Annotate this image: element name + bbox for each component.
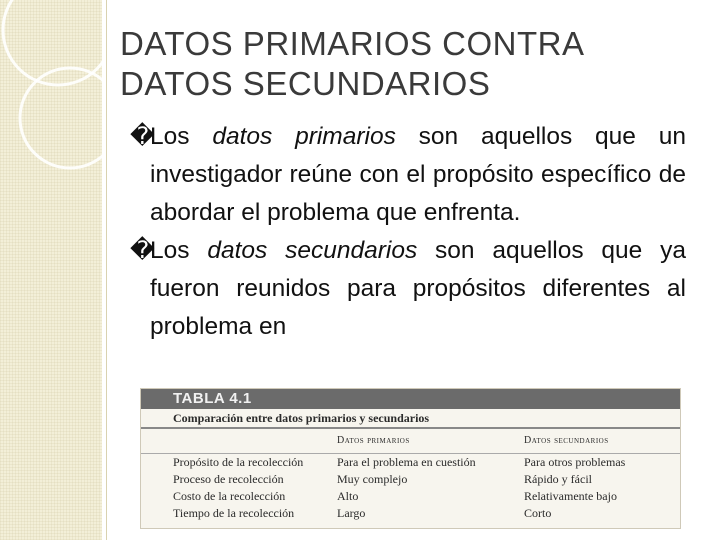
table-cell: Propósito de la recolección [173,455,304,469]
decorative-circles [0,0,107,200]
bullet-text: son aquellos que ya fueron reunidos para propósitos diferentes al problema en [150,237,687,340]
table-cell: Corto [524,506,552,520]
table-cell: Costo de la recolección [173,489,286,503]
table-cell: Rápido y fácil [524,472,592,486]
table-cell: Proceso de recolección [173,472,284,486]
table-cell: Relativamente bajo [524,489,617,503]
column-header-secondary: Datos secundarios [524,435,609,446]
title-line-2: DATOS SECUNDARIOS [120,65,491,102]
table-cell: Tiempo de la recolección [173,506,295,520]
bullet-italic-term: datos secundarios [207,237,418,264]
table-cell: Muy complejo [337,472,408,486]
table-row [141,454,680,471]
bullet-marker: � [130,237,155,264]
bullet-text: son aquellos que un investigador reúne con el propósito específico de abordar el problema que enfrenta. [150,123,687,226]
table-row [141,471,680,488]
bullet-lead: Los [150,123,213,150]
bullet-secondary-data [130,232,686,346]
bullet-primary-data [130,118,686,232]
table-column-headers [141,435,680,453]
table-caption: Comparación entre datos primarios y secundarios [141,409,680,429]
table-row [141,505,680,522]
column-header-primary: Datos primarios [337,435,410,446]
table-body [141,453,680,522]
bullet-lead: Los [150,237,208,264]
bullet-italic-term: datos primarios [212,123,396,150]
table-row [141,488,680,505]
slide-title [120,24,700,104]
table-cell: Alto [337,489,359,503]
bullet-list [130,118,686,346]
title-line-1: DATOS PRIMARIOS CONTRA [120,25,585,62]
comparison-table [140,388,681,529]
side-divider-line [106,0,107,540]
table-cell: Largo [337,506,366,520]
bullet-marker: � [130,123,155,150]
table-label: TABLA 4.1 [141,389,680,409]
table-cell: Para otros problemas [524,455,626,469]
table-cell: Para el problema en cuestión [337,455,476,469]
